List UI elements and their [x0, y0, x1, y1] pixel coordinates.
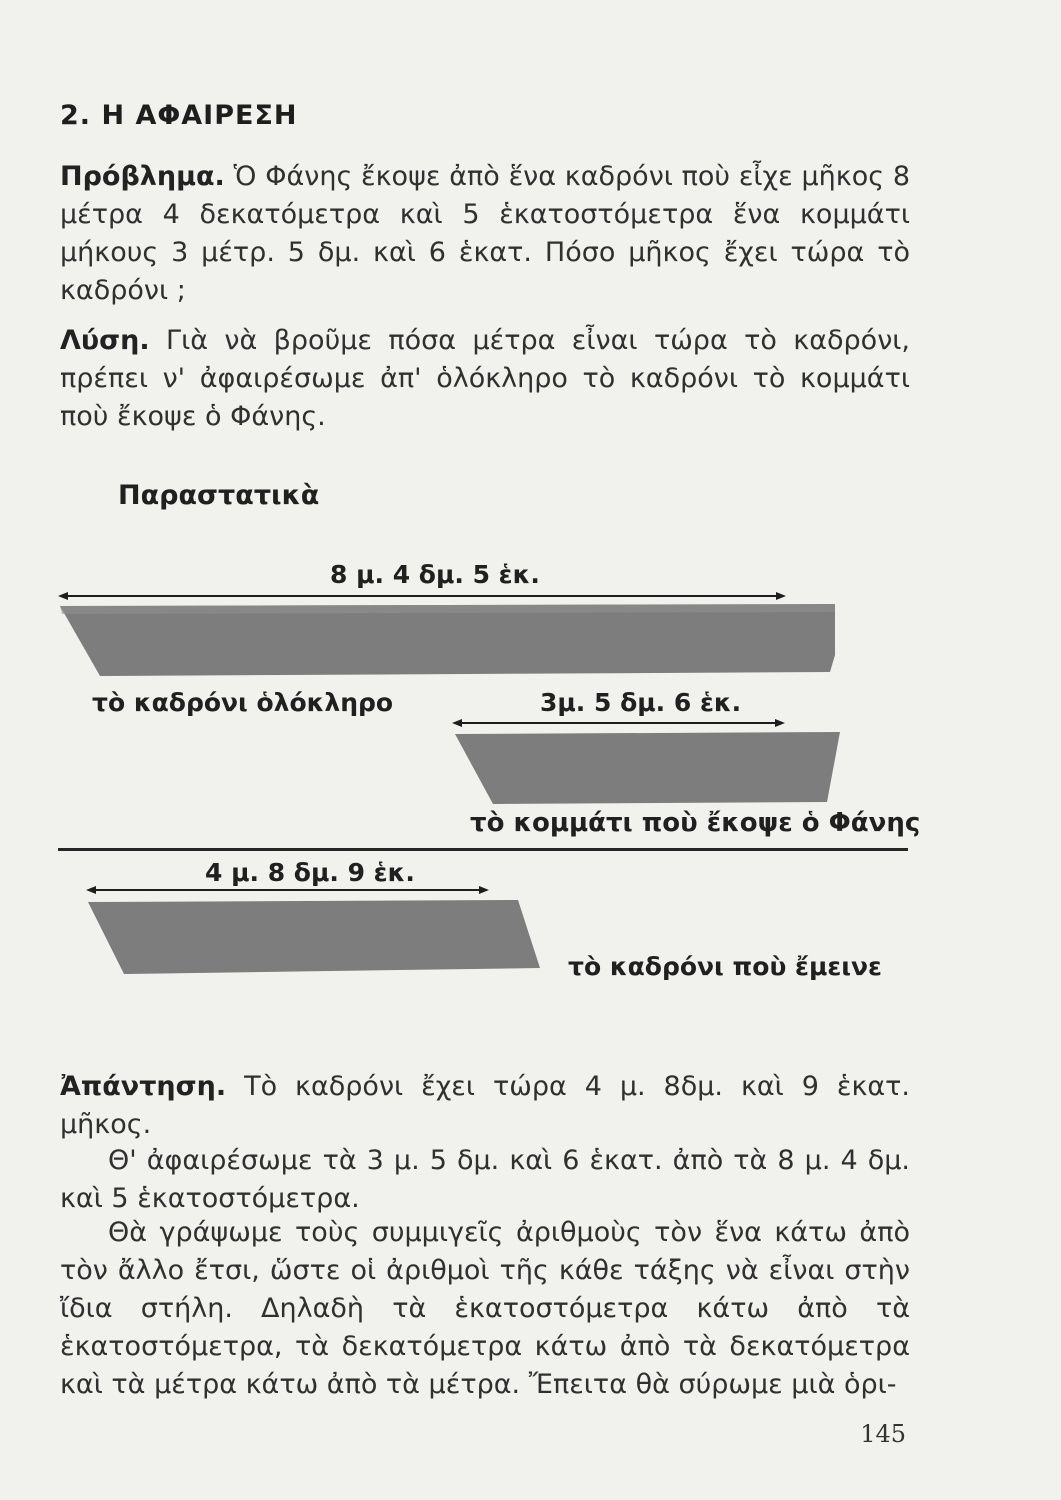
- cut-piece-caption: τὸ κομμάτι ποὺ ἔκοψε ὁ Φάνης: [470, 808, 921, 838]
- answer-paragraph: [60, 1068, 910, 1144]
- whole-measure-label: 8 μ. 4 δμ. 5 ἑκ.: [330, 560, 540, 589]
- solution-text: Γιὰ νὰ βροῦμε πόσα μέτρα εἶναι τώρα τὸ καδρόνι, πρέπει ν' ἀφαιρέσωμε ἀπ' ὁλόκληρο τὸ καδρόνι τὸ κομμάτι ποὺ ἔκοψε ὁ Φάνης.: [60, 325, 910, 432]
- remaining-board-bar: [88, 896, 548, 980]
- piece-length-arrow: [452, 715, 787, 731]
- diagram-heading: Παραστατικὰ: [118, 480, 320, 511]
- separator-rule: [58, 848, 908, 851]
- solution-label: Λύση.: [60, 325, 150, 356]
- remaining-board-caption: τὸ καδρόνι ποὺ ἔμεινε: [568, 952, 882, 981]
- section-title: 2. Η ΑΦΑΙΡΕΣΗ: [60, 100, 298, 131]
- whole-board-caption: τὸ καδρόνι ὁλόκληρο: [92, 688, 394, 717]
- solution-paragraph: [60, 322, 910, 436]
- page-number: 145: [860, 1420, 906, 1448]
- answer-text: Τὸ καδρόνι ἔχει τώρα 4 μ. 8δμ. καὶ 9 ἑκατ. μῆκος.: [60, 1071, 910, 1140]
- problem-label: Πρόβλημα.: [60, 161, 225, 192]
- piece-measure-label: 3μ. 5 δμ. 6 ἑκ.: [540, 688, 742, 717]
- rest-measure-label: 4 μ. 8 δμ. 9 ἑκ.: [205, 858, 415, 887]
- answer-label: Ἀπάντηση.: [60, 1071, 227, 1102]
- whole-board-bar: [60, 600, 835, 680]
- alignment-paragraph: Θὰ γράψωμε τοὺς συμμιγεῖς ἀριθμοὺς τὸν ἕνα κάτω ἀπὸ τὸν ἄλλο ἔτσι, ὥστε οἱ ἀριθμοὶ τῆς κάθε τάξης νὰ εἶναι στὴν ἴδια στήλη. Δηλαδὴ τὰ ἑκατοστόμετρα κάτω ἀπὸ τὰ ἑκατοστόμετρα, τὰ δεκατόμετρα κάτω ἀπὸ τὰ δεκατόμετρα καὶ τὰ μέτρα κάτω ἀπὸ τὰ μέτρα. Ἔπειτα θὰ σύρωμε μιὰ ὁρι-: [60, 1217, 910, 1400]
- problem-paragraph: [60, 158, 910, 310]
- problem-text: Ὁ Φάνης ἔκοψε ἀπὸ ἕνα καδρόνι ποὺ εἶχε μῆκος 8 μέτρα 4 δεκατόμετρα καὶ 5 ἑκατοστόμετρα ἕνα κομμάτι μήκους 3 μέτρ. 5 δμ. καὶ 6 ἑκατ. Πόσο μῆκος ἔχει τώρα τὸ καδρόνι ;: [60, 161, 910, 306]
- subtraction-paragraph: Θ' ἀφαιρέσωμε τὰ 3 μ. 5 δμ. καὶ 6 ἑκατ. ἀπὸ τὰ 8 μ. 4 δμ. καὶ 5 ἑκατοστόμετρα.: [60, 1145, 910, 1214]
- cut-piece-bar: [455, 730, 845, 810]
